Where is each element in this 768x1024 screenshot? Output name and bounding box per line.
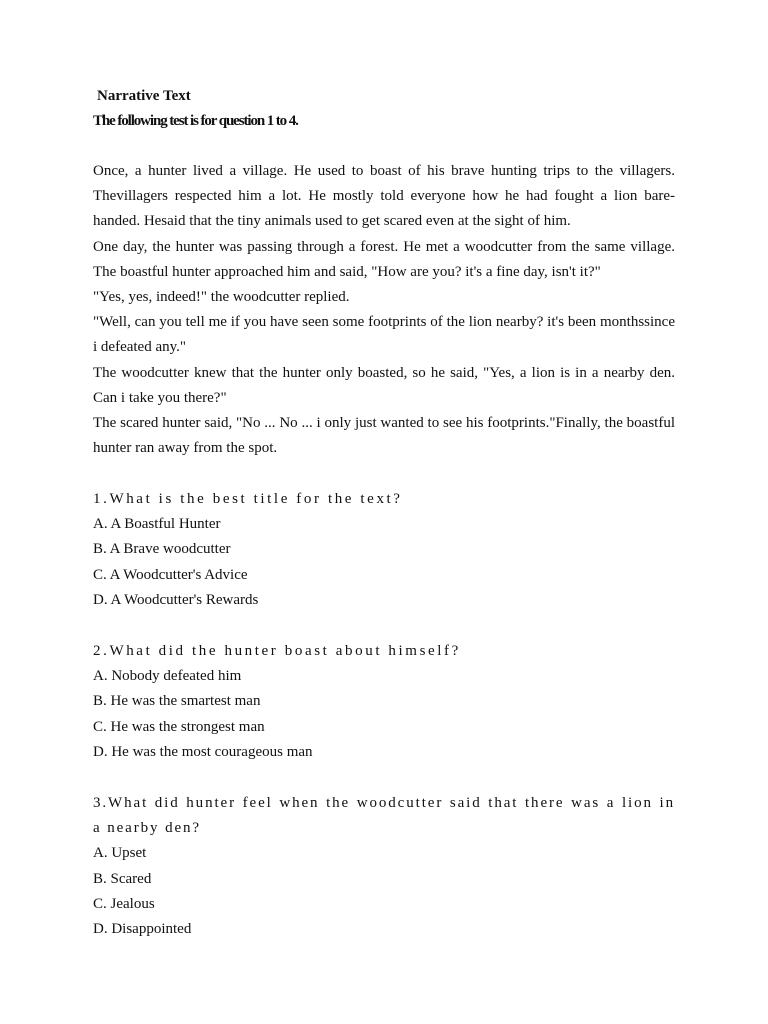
answer-option: C. A Woodcutter's Advice	[93, 566, 248, 583]
question-text: 2.What did the hunter boast about himself?	[93, 643, 461, 660]
story-paragraph: The scared hunter said, "No ... No ... i only just wanted to see his footprints."Finally, the boastful hunter ran away from the spot.	[93, 415, 675, 457]
document-subtitle: The following test is for question 1 to 4.	[93, 113, 298, 129]
question-text: 3.What did hunter feel when the woodcutter said that there was a lion in a nearby den?	[93, 795, 675, 837]
answer-option: D. Disappointed	[93, 921, 192, 938]
answer-option: C. Jealous	[93, 895, 155, 912]
question-2	[93, 639, 675, 765]
question-3	[93, 791, 675, 942]
document-title: Narrative Text	[97, 88, 191, 104]
answer-option: B. Scared	[93, 870, 152, 887]
answer-option: A. A Boastful Hunter	[93, 516, 221, 533]
answer-option: C. He was the strongest man	[93, 718, 265, 735]
answer-option: B. He was the smartest man	[93, 693, 261, 710]
story-paragraph: "Yes, yes, indeed!" the woodcutter replied.	[93, 289, 350, 306]
answer-option: D. He was the most courageous man	[93, 743, 313, 760]
question-list	[93, 487, 675, 968]
answer-option: B. A Brave woodcutter	[93, 541, 231, 558]
question-1	[93, 487, 675, 613]
answer-option: D. A Woodcutter's Rewards	[93, 591, 259, 608]
answer-option: A. Upset	[93, 845, 147, 862]
story-paragraph: "Well, can you tell me if you have seen some footprints of the lion nearby? it's been monthssince i defeated any."	[93, 314, 675, 356]
story-paragraph: One day, the hunter was passing through a forest. He met a woodcutter from the same village. The boastful hunter approached him and said, "How are you? it's a fine day, isn't it?"	[93, 238, 675, 280]
question-text: 1.What is the best title for the text?	[93, 491, 403, 507]
story-paragraph: The woodcutter knew that the hunter only boasted, so he said, "Yes, a lion is in a nearby den. Can i take you there?"	[93, 364, 675, 406]
story-text	[93, 159, 675, 461]
story-paragraph: Once, a hunter lived a village. He used to boast of his brave hunting trips to the villagers. Thevillagers respected him a lot. He mostly told everyone how he had fought a lion bare-handed. Hesaid that the tiny animals used to get scared even at the sight of him.	[93, 163, 675, 230]
answer-option: A. Nobody defeated him	[93, 668, 242, 685]
